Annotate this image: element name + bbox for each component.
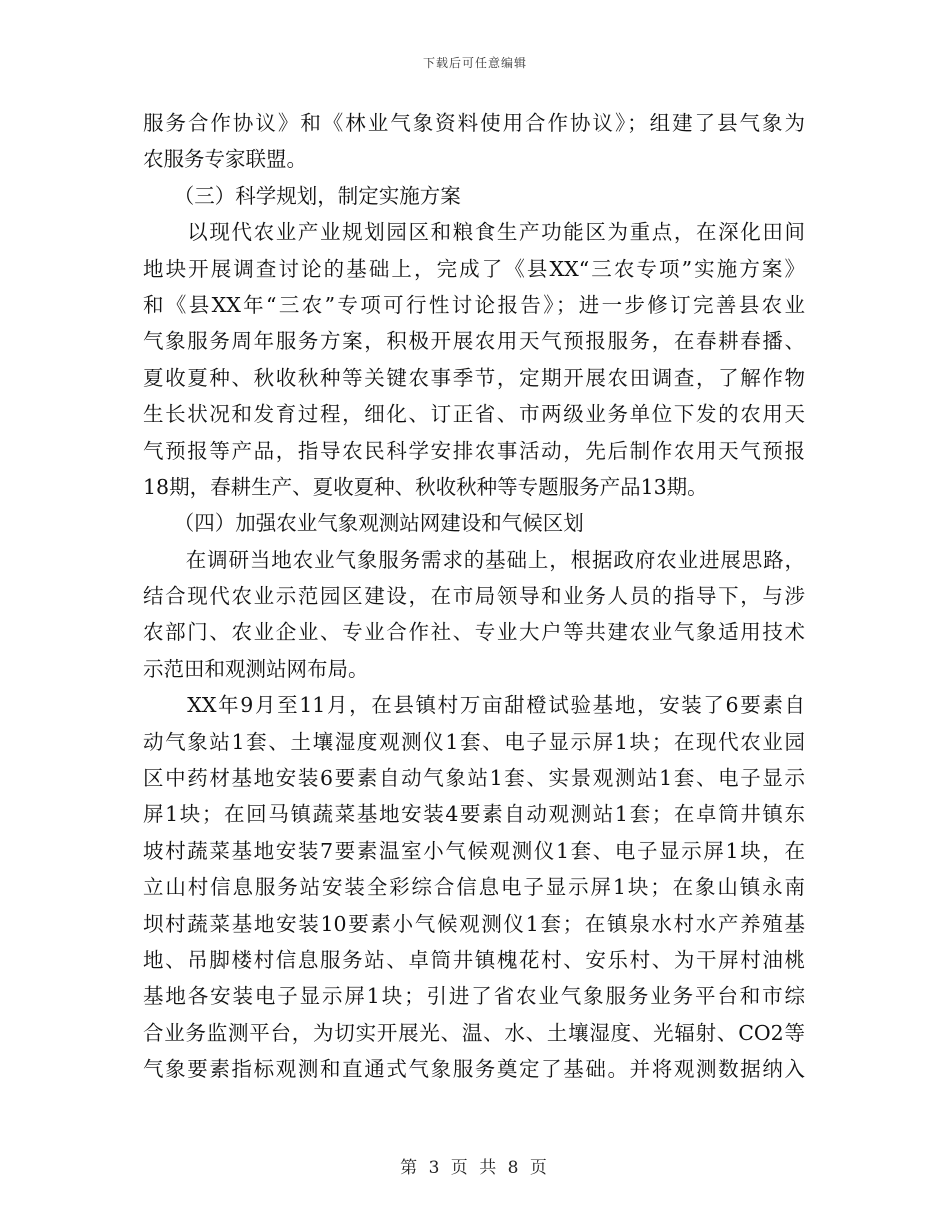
section-heading: （四）加强农业气象观测站网建设和气候区划 (143, 511, 584, 536)
text-line: 在调研当地农业气象服务需求的基础上，根据政府农业进展思路， (143, 547, 805, 572)
text-line: 气象服务周年服务方案，积极开展农用天气预报服务，在春耕春播、 (143, 329, 805, 354)
text-line: 和《县XX年“三农”专项可行性讨论报告》；进一步修订完善县农业 (143, 292, 805, 317)
text-line: 生长状况和发育过程，细化、订正省、市两级业务单位下发的农用天 (143, 402, 805, 427)
text-line: 结合现代农业示范园区建设，在市局领导和业务人员的指导下，与涉 (143, 584, 805, 609)
page-number-footer: 第 3 页 共 8 页 (400, 1158, 550, 1178)
text-line: 基地各安装电子显示屏1块；引进了省农业气象服务业务平台和市综 (143, 984, 805, 1009)
text-line: 立山村信息服务站安装全彩综合信息电子显示屏1块；在象山镇永南 (143, 875, 805, 900)
text-line: 18期，春耕生产、夏收夏种、秋收秋种等专题服务产品13期。 (143, 474, 708, 499)
text-line: 气象要素指标观测和直通式气象服务奠定了基础。并将观测数据纳入 (143, 1057, 805, 1082)
text-line: 示范田和观测站网布局。 (143, 656, 369, 681)
text-line: 农部门、农业企业、专业合作社、专业大户等共建农业气象适用技术 (143, 620, 805, 645)
text-line: 坡村蔬菜基地安装7要素温室小气候观测仪1套、电子显示屏1块，在 (143, 838, 805, 863)
text-line: 夏收夏种、秋收秋种等关键农事季节，定期开展农田调查，了解作物 (143, 365, 805, 390)
text-line: 坝村蔬菜基地安装10要素小气候观测仪1套；在镇泉水村水产养殖基 (143, 911, 805, 936)
text-line: XX年9月至11月，在县镇村万亩甜橙试验基地，安装了6要素自 (143, 693, 805, 718)
text-line: 服务合作协议》和《林业气象资料使用合作协议》；组建了县气象为 (143, 111, 805, 135)
text-line: 地块开展调查讨论的基础上，完成了《县XX“三农专项”实施方案》 (143, 256, 805, 281)
document-body (143, 105, 805, 1088)
text-line: 动气象站1套、土壤湿度观测仪1套、电子显示屏1块；在现代农业园 (143, 729, 805, 754)
text-line: 农服务专家联盟。 (143, 147, 307, 172)
text-line: 合业务监测平台，为切实开展光、温、水、土壤湿度、光辐射、CO2等 (143, 1020, 805, 1045)
text-line: 地、吊脚楼村信息服务站、卓筒井镇槐花村、安乐村、为干屏村油桃 (143, 947, 805, 972)
text-line: 屏1块；在回马镇蔬菜基地安装4要素自动观测站1套；在卓筒井镇东 (143, 802, 805, 827)
page-header-note: 下载后可任意编辑 (422, 56, 527, 70)
text-line: 以现代农业产业规划园区和粮食生产功能区为重点，在深化田间 (143, 220, 805, 245)
text-line: 区中药材基地安装6要素自动气象站1套、实景观测站1套、电子显示 (143, 766, 805, 791)
text-line: 气预报等产品，指导农民科学安排农事活动，先后制作农用天气预报 (143, 438, 805, 463)
section-heading: （三）科学规划，制定实施方案 (143, 183, 461, 208)
